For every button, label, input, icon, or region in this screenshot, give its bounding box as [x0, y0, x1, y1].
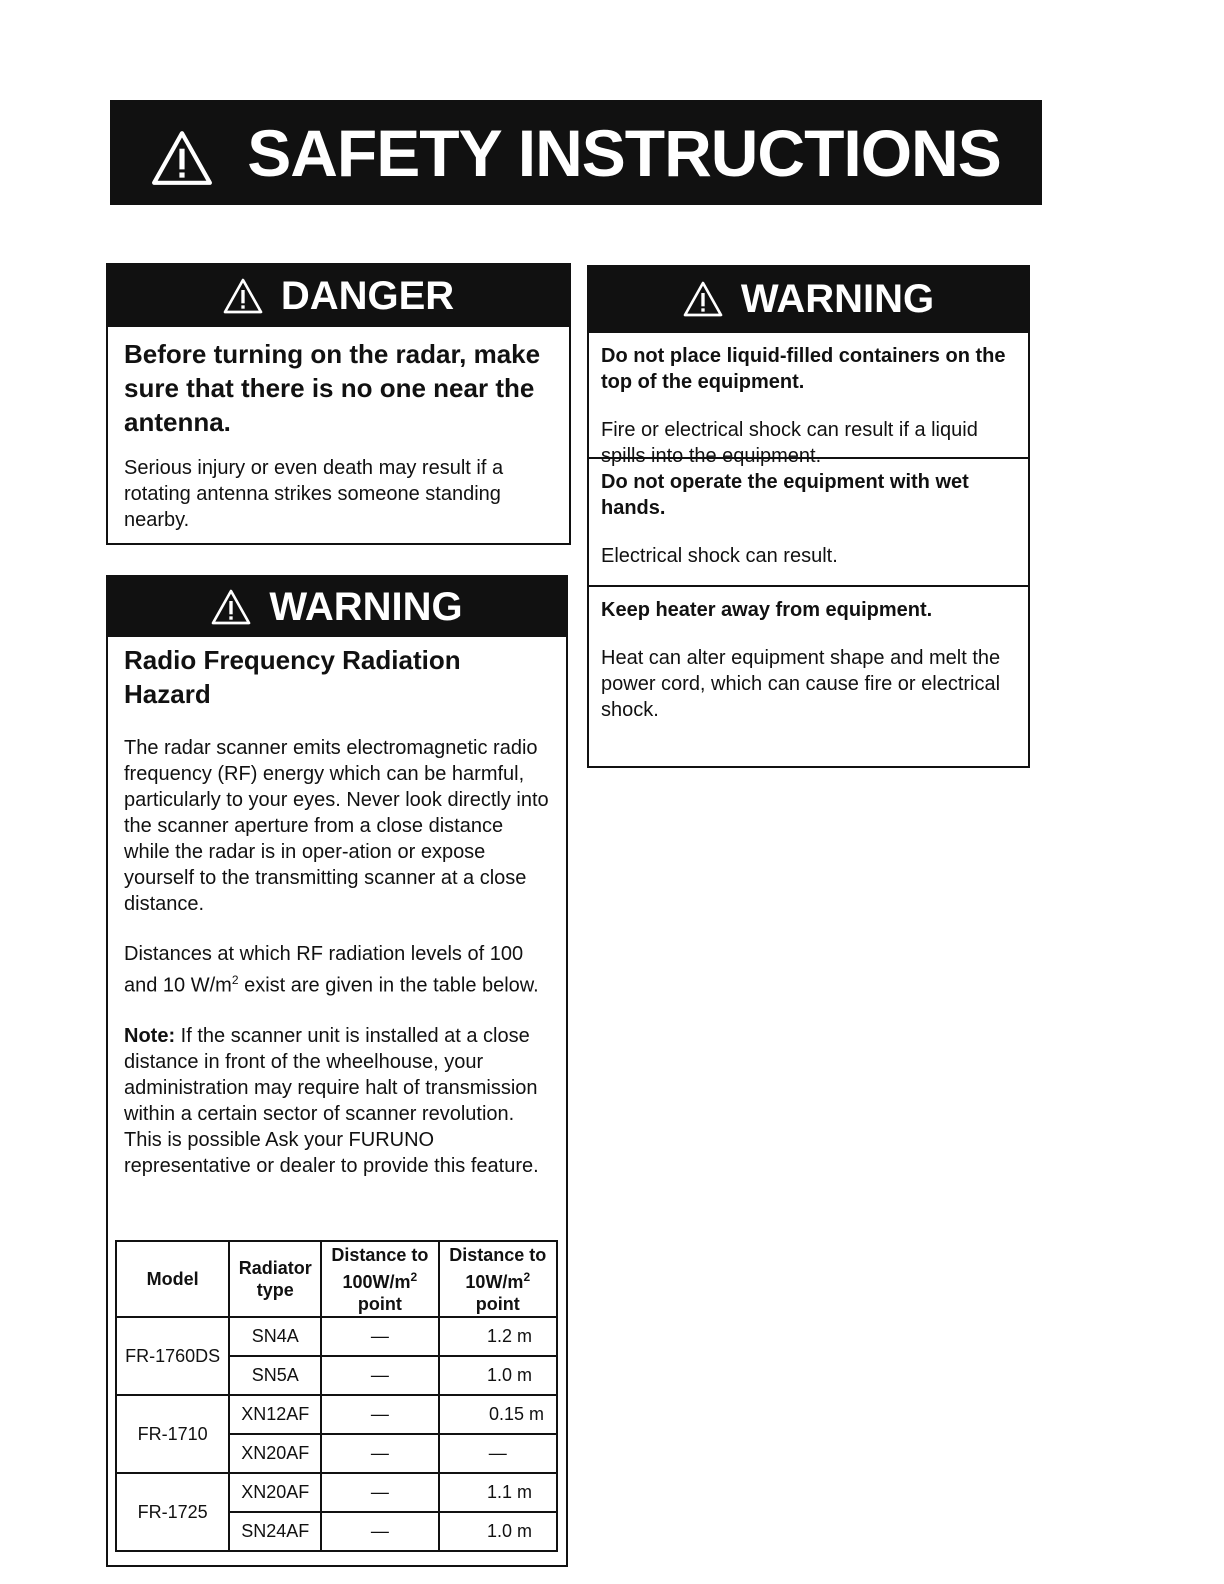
equipment-warning-heading: WARNING	[740, 276, 935, 321]
rf-distance-table	[115, 1240, 558, 1552]
model-cell: FR-1710	[116, 1395, 229, 1473]
d10-cell: 0.15 m	[439, 1395, 557, 1434]
model-cell: FR-1725	[116, 1473, 229, 1551]
col-radiator: Radiator type	[229, 1241, 321, 1317]
danger-panel	[106, 263, 571, 545]
d100-cell: —	[321, 1395, 438, 1434]
table-header-row	[116, 1241, 557, 1317]
col-distance-100: Distance to $100W/m^2$ point	[321, 1241, 438, 1317]
warning-item	[589, 457, 1028, 585]
warning-item-title: Do not operate the equipment with wet hands.	[601, 471, 969, 519]
d10-cell: 1.1 m	[439, 1473, 557, 1512]
model-cell: FR-1760DS	[116, 1317, 229, 1395]
danger-body: Serious injury or even death may result if a rotating antenna strikes someone standing nearby.	[124, 457, 504, 531]
note-label: Note:	[124, 1024, 176, 1047]
d100-cell: —	[321, 1356, 438, 1395]
danger-title: Before turning on the radar, make sure that there is no one near the antenna.	[124, 339, 541, 437]
d100-cell: —	[321, 1512, 438, 1551]
d10-cell: 1.0 m	[439, 1356, 557, 1395]
radiator-cell: SN4A	[229, 1317, 321, 1356]
warning-item	[589, 585, 1028, 735]
danger-heading: DANGER	[280, 273, 455, 318]
rf-paragraph: The radar scanner emits electromagnetic radio frequency (RF) energy which can be harmful, particularly to your eyes. Never look directly into the scanner aperture from a close distance while the radar is in oper-ation or expose yourself to the transmitting scanner at a close distance.	[124, 737, 549, 915]
page-title: SAFETY INSTRUCTIONS	[247, 115, 1001, 190]
rf-warning-header	[108, 577, 566, 637]
d10-cell: 1.2 m	[439, 1317, 557, 1356]
equipment-warning-panel	[587, 265, 1030, 768]
radiator-cell: XN20AF	[229, 1434, 321, 1473]
table-row	[116, 1317, 557, 1356]
warning-item-body: Fire or electrical shock can result if a liquid spills into the equipment.	[601, 419, 978, 467]
radiator-cell: SN5A	[229, 1356, 321, 1395]
equipment-warning-header	[589, 267, 1028, 331]
rf-warning-panel	[106, 575, 568, 1567]
col-model: Model	[116, 1241, 229, 1317]
danger-header	[108, 265, 569, 327]
rf-note	[124, 1023, 550, 1179]
rf-distance-paragraph: Distances at which RF radiation levels of 100 and 10 $W/m^2$ exist are given in the table below.	[124, 943, 539, 997]
table-row	[116, 1395, 557, 1434]
radiator-cell: XN20AF	[229, 1473, 321, 1512]
d10-cell: 1.0 m	[439, 1512, 557, 1551]
warning-item-title: Do not place liquid-filled containers on the top of the equipment.	[601, 345, 1006, 393]
col-distance-10: Distance to $10W/m^2$ point	[439, 1241, 557, 1317]
d100-cell: —	[321, 1434, 438, 1473]
safety-banner	[110, 100, 1042, 205]
warning-item-body: Heat can alter equipment shape and melt the power cord, which can cause fire or electrical shock.	[601, 647, 1001, 721]
d100-cell: —	[321, 1473, 438, 1512]
warning-triangle-icon	[683, 281, 723, 317]
warning-triangle-icon	[151, 125, 213, 181]
warning-triangle-icon	[211, 589, 251, 625]
warning-item	[589, 331, 1028, 467]
warning-triangle-icon	[223, 278, 263, 314]
note-text: If the scanner unit is installed at a close distance in front of the wheelhouse, your administration may require halt of transmission within a certain sector of scanner revolution. This is possible Ask your FURUNO representative or dealer to provide this feature.	[124, 1024, 539, 1177]
d100-cell: —	[321, 1317, 438, 1356]
d10-cell: —	[439, 1434, 557, 1473]
table-row	[116, 1473, 557, 1512]
rf-warning-heading: WARNING	[269, 584, 463, 629]
warning-item-body: Electrical shock can result.	[601, 545, 838, 567]
radiator-cell: XN12AF	[229, 1395, 321, 1434]
radiator-cell: SN24AF	[229, 1512, 321, 1551]
warning-item-title: Keep heater away from equipment.	[601, 599, 933, 621]
rf-warning-title: Radio Frequency Radiation Hazard	[124, 645, 461, 709]
